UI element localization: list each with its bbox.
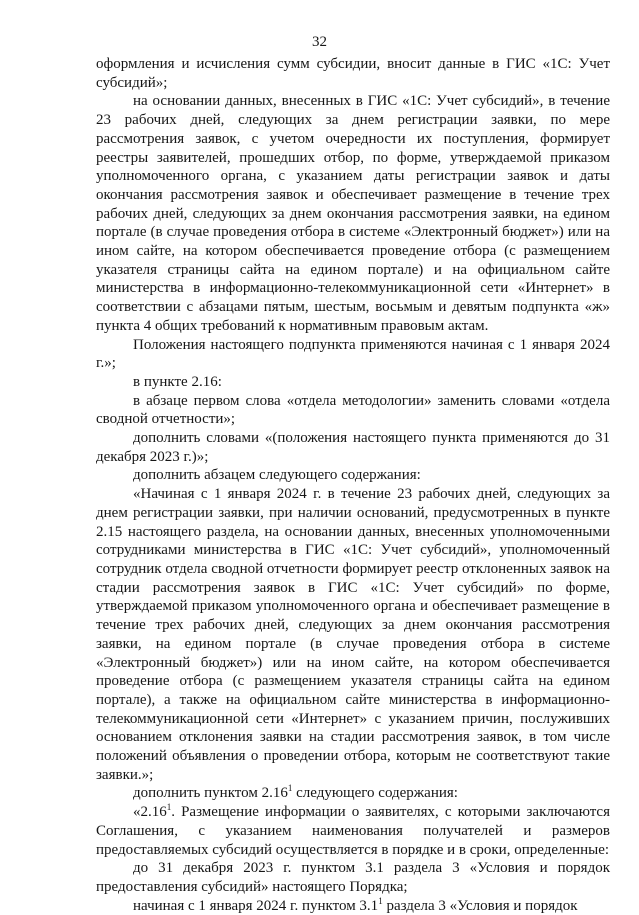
- paragraph-text: дополнить пунктом 2.16: [133, 785, 288, 802]
- superscript: 1: [166, 802, 172, 813]
- paragraph: на основании данных, внесенных в ГИС «1С: Учет субсидий», в течение 23 рабочих дней, следующих за днем регистрации заявки, по мере рассмотрения заявок, с учетом очередности их поступления, формирует реестры заявителей, прошедших отбор, по форме, утверждаемой приказом уполномоченного органа, с указанием даты регистрации заявок и даты окончания рассмотрения заявок и обеспечивает размещение в течение трех рабочих дней, следующих за днем окончания рассмотрения заявки, на едином портале (в случае проведения отбора в системе «Электронный бюджет») или на ином сайте, на котором обеспечивается проведение отбора (с размещением указателя страницы сайта на едином портале) и на официальном сайте министерства в информационно-телекоммуникационной сети «Интернет» в соответствии с абзацами пятым, шестым, восьмым и девятым подпункта «ж» пункта 4 общих требований к нормативным правовым актам.: [96, 93, 610, 334]
- paragraph: дополнить абзацем следующего содержания:: [133, 467, 421, 484]
- paragraph: оформления и исчисления сумм субсидии, вносит данные в ГИС «1С: Учет субсидий»;: [96, 56, 610, 91]
- paragraph-text: следующего содержания:: [292, 785, 458, 802]
- paragraph: [96, 784, 610, 803]
- paragraph-text: раздела 3 «Условия и порядок: [382, 897, 578, 914]
- paragraph: «Начиная с 1 января 2024 г. в течение 23 рабочих дней, следующих за днем регистрации заявки, при наличии оснований, предусмотренных в пункте 2.15 настоящего раздела, на основании данных, внесенных уполномоченными сотрудниками министерства в ГИС «1С: Учет субсидий», уполномоченный сотрудник отдела сводной отчетности формирует реестр отклоненных заявок на стадии рассмотрения заявок в ГИС «1С: Учет субсидий» по форме, утверждаемой приказом уполномоченного органа и обеспечивает размещение в течение трех рабочих дней, следующих за днем окончания рассмотрения заявки, на едином портале (в случае проведения отбора в системе «Электронный бюджет») или на ином сайте, на котором обеспечивается проведение отбора (с размещением указателя страницы сайта на едином портале), а также на официальном сайте министерства в информационно-телекоммуникационной сети «Интернет» с указанием причин, послуживших основанием отклонения заявки на стадии рассмотрения заявок, в том числе положений объявления о проведении отбора, которым не соответствуют такие заявки.»;: [96, 486, 610, 783]
- paragraph-text: . Размещение информации о заявителях, с которыми заключаются Соглашения, с указанием наименования получателей и размеров предоставляемых субсидий осуществляется в порядке и в сроки, определенные:: [96, 804, 610, 858]
- paragraph-text: «2.16: [133, 804, 167, 821]
- paragraph: в абзаце первом слова «отдела методологии» заменить словами «отдела сводной отчетности»;: [96, 392, 610, 428]
- superscript: 1: [287, 783, 293, 794]
- paragraph: [96, 897, 610, 915]
- page-number: 32: [312, 34, 327, 50]
- paragraph: дополнить словами «(положения настоящего пункта применяются до 31 декабря 2023 г.)»;: [96, 430, 610, 465]
- paragraph: Положения настоящего подпункта применяются начиная с 1 января 2024 г.»;: [96, 336, 610, 372]
- paragraph: в пункте 2.16:: [133, 373, 222, 390]
- paragraph: до 31 декабря 2023 г. пунктом 3.1 раздела 3 «Условия и порядок предоставления субсидий» настоящего Порядка;: [96, 860, 610, 895]
- superscript: 1: [378, 895, 383, 906]
- document-body: [96, 55, 610, 915]
- paragraph-text: начиная с 1 января 2024 г. пунктом 3.1: [133, 897, 379, 914]
- paragraph: [96, 803, 610, 859]
